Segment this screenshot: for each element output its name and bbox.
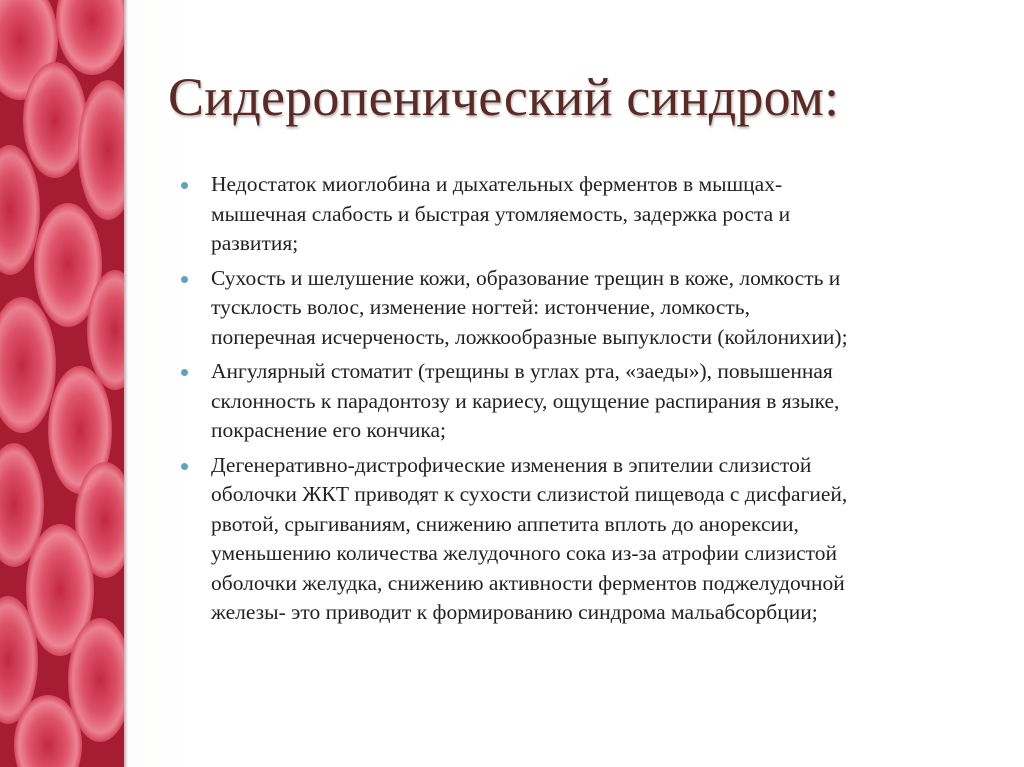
bullet-line: уменьшению количества желудочного сока из-за атрофии слизистой [211,541,838,565]
bullet-line: оболочки ЖКТ приводят к сухости слизистой пищевода с дисфагией, [211,482,848,506]
bullet-list [178,170,978,633]
bullet-item [178,170,978,259]
bullet-line: развития; [211,231,299,255]
bullet-line: покраснение его кончика; [211,418,447,442]
slide-title: Сидеропенический синдром: [168,67,840,127]
bullet-line: склонность к парадонтозу и кариесу, ощущение распирания в языке, [211,388,840,413]
bullet-line: Дегенеративно-дистрофические изменения в эпителии слизистой [211,452,812,477]
bullet-line: поперечная исчерченость, ложкообразные выпуклости (койлонихии); [211,324,848,349]
bullet-line: железы- это приводит к формированию синдрома мальабсорбции; [211,600,818,624]
bullet-dot-icon [181,463,188,470]
bullet-item [178,264,978,353]
bullet-dot-icon [181,182,188,189]
bullet-line: Ангулярный стоматит (трещины в углах рта, «заеды»), повышенная [211,359,833,383]
bullet-line: оболочки желудка, снижению активности ферментов поджелудочной [211,570,845,595]
bullet-line: мышечная слабость и быстрая утомляемость, задержка роста и [211,201,791,226]
decoration-edge [124,0,128,767]
bullet-line: Недостаток миоглобина и дыхательных ферментов в мышцах- [211,172,783,196]
bullet-item [178,451,978,628]
bullet-dot-icon [181,276,188,283]
red-blood-cells-image [0,0,124,767]
bullet-item [178,357,978,446]
bullet-line: рвотой, срыгиваниям, снижению аппетита вплоть до анорексии, [211,511,799,536]
bullet-line: тусклость волос, изменение ногтей: истончение, ломкость, [211,295,750,319]
bullet-line: Сухость и шелушение кожи, образование трещин в коже, ломкость и [211,265,841,290]
bullet-dot-icon [181,369,188,376]
